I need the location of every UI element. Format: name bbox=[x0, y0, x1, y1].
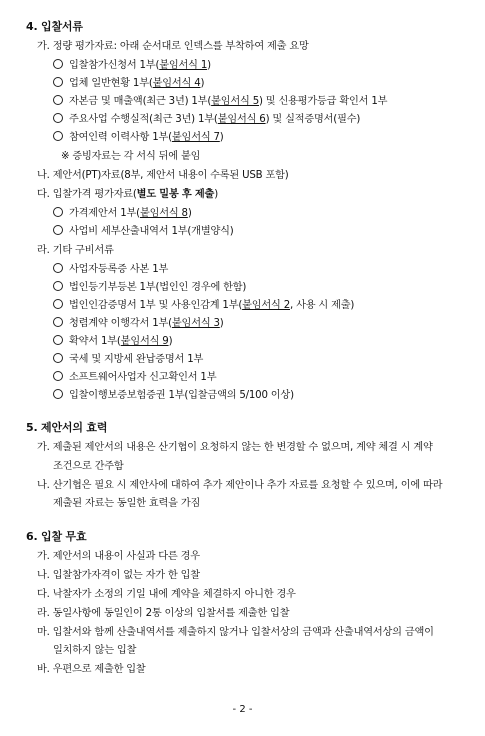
sec6-item-ba: 바. 우편으로 제출한 입찰 bbox=[37, 664, 146, 675]
sec4-ga-item-1: 입찰참가신청서 1부(붙임서식 1) bbox=[53, 59, 211, 72]
circle-bullet-icon bbox=[53, 95, 63, 105]
sec4-ra-item-6: 국세 및 지방세 완납증명서 1부 bbox=[53, 353, 203, 366]
sec5-item-na-line1: 나. 산기협은 필요 시 제안사에 대하여 추가 제안이나 추가 자료를 요청할 수 있으며, 이에 따라 bbox=[37, 480, 443, 491]
circle-bullet-icon bbox=[53, 335, 63, 345]
section-5-title: 5. 제안서의 효력 bbox=[26, 421, 108, 434]
sec6-item-ra: 라. 동일사항에 동일인이 2통 이상의 입찰서를 제출한 입찰 bbox=[37, 608, 290, 619]
circle-bullet-icon bbox=[53, 299, 63, 309]
sec4-ga-item-4: 주요사업 수행실적(최근 3년) 1부(붙임서식 6) 및 실적증명서(필수) bbox=[53, 113, 360, 126]
page-number: - 2 - bbox=[232, 704, 253, 715]
circle-bullet-icon bbox=[53, 281, 63, 291]
sec5-item-ga-line1: 가. 제출된 제안서의 내용은 산기협이 요청하지 않는 한 변경할 수 없으며, 계약 체결 시 계약 bbox=[37, 442, 433, 453]
sec4-ga-note: ※ 증빙자료는 각 서식 뒤에 붙임 bbox=[61, 151, 201, 162]
sec4-ra-item-4: 청렴계약 이행각서 1부(붙임서식 3) bbox=[53, 317, 224, 330]
circle-bullet-icon bbox=[53, 207, 63, 217]
circle-bullet-icon bbox=[53, 131, 63, 141]
sec4-ra-item-7: 소프트웨어사업자 신고확인서 1부 bbox=[53, 371, 216, 384]
sec4-item-ga: 가. 정량 평가자료: 아래 순서대로 인덱스를 부착하여 제출 요망 bbox=[37, 41, 309, 52]
sec6-item-da: 다. 낙찰자가 소정의 기일 내에 계약을 체결하지 아니한 경우 bbox=[37, 589, 296, 600]
sec4-item-da: 다. 입찰가격 평가자료(별도 밀봉 후 제출) bbox=[37, 189, 218, 200]
sec5-item-ga-line2: 조건으로 간주함 bbox=[53, 461, 124, 472]
sec4-ra-item-8: 입찰이행보증보험증권 1부(입찰금액의 5/100 이상) bbox=[53, 389, 294, 402]
sec4-ra-item-1: 사업자등록증 사본 1부 bbox=[53, 263, 168, 276]
circle-bullet-icon bbox=[53, 317, 63, 327]
sec5-item-na-line2: 제출된 자료는 동일한 효력을 가짐 bbox=[53, 498, 201, 509]
circle-bullet-icon bbox=[53, 77, 63, 87]
circle-bullet-icon bbox=[53, 263, 63, 273]
sec4-ga-item-2: 업체 일반현황 1부(붙임서식 4) bbox=[53, 77, 204, 90]
sec6-item-ga: 가. 제안서의 내용이 사실과 다른 경우 bbox=[37, 551, 200, 562]
sec4-da-item-1: 가격제안서 1부(붙임서식 8) bbox=[53, 207, 192, 220]
sec6-item-na: 나. 입찰참가자격이 없는 자가 한 입찰 bbox=[37, 570, 200, 581]
sec4-ga-item-3: 자본금 및 매출액(최근 3년) 1부(붙임서식 5) 및 신용평가등급 확인서 1부 bbox=[53, 95, 387, 108]
circle-bullet-icon bbox=[53, 353, 63, 363]
sec4-ra-item-3: 법인인감증명서 1부 및 사용인감계 1부(붙임서식 2, 사용 시 제출) bbox=[53, 299, 354, 312]
sec4-da-item-2: 사업비 세부산출내역서 1부(개별양식) bbox=[53, 225, 234, 238]
sec4-ga-item-5: 참여인력 이력사항 1부(붙임서식 7) bbox=[53, 131, 224, 144]
sec6-item-ma-line2: 일치하지 않는 입찰 bbox=[53, 645, 137, 656]
section-6-title: 6. 입찰 무효 bbox=[26, 530, 87, 543]
sec4-item-na: 나. 제안서(PT)자료(8부, 제안서 내용이 수록된 USB 포함) bbox=[37, 170, 289, 181]
circle-bullet-icon bbox=[53, 113, 63, 123]
sec4-ra-item-5: 확약서 1부(붙임서식 9) bbox=[53, 335, 172, 348]
sec4-ra-item-2: 법인등기부등본 1부(법인인 경우에 한함) bbox=[53, 281, 246, 294]
circle-bullet-icon bbox=[53, 371, 63, 381]
section-4-title: 4. 입찰서류 bbox=[26, 20, 83, 33]
circle-bullet-icon bbox=[53, 59, 63, 69]
sec6-item-ma-line1: 마. 입찰서와 함께 산출내역서를 제출하지 않거나 입찰서상의 금액과 산출내역서상의 금액이 bbox=[37, 627, 434, 638]
circle-bullet-icon bbox=[53, 225, 63, 235]
circle-bullet-icon bbox=[53, 389, 63, 399]
sec4-item-ra: 라. 기타 구비서류 bbox=[37, 245, 114, 256]
